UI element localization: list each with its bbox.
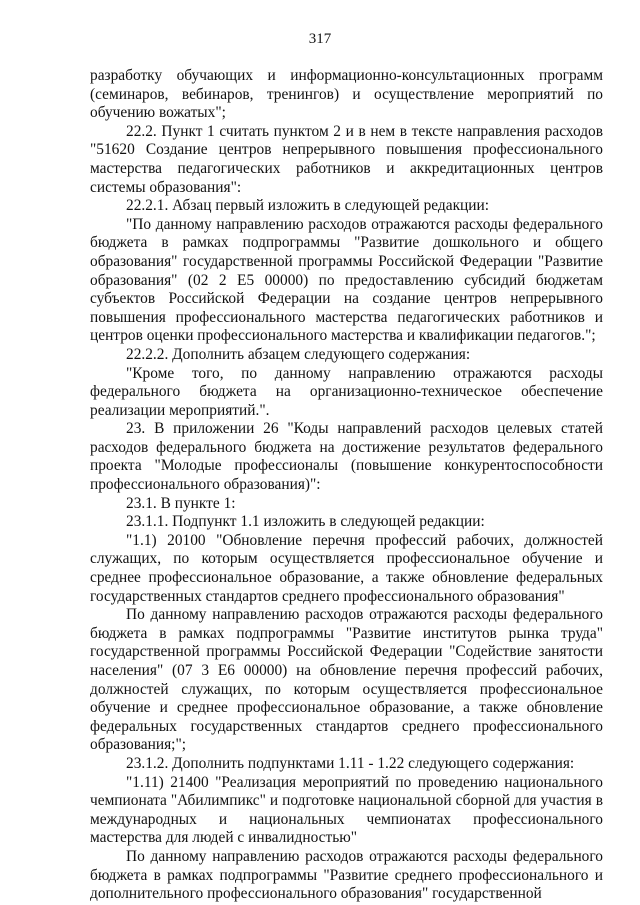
paragraph-23-1: 23.1. В пункте 1: <box>126 494 236 512</box>
paragraph-direction-1-1: По данному направлению расходов отражаются расходы федерального бюджета в рамках подпрограммы "Развитие институтов рынка труда" государственной программы Российской Федерации "Содействие занятости населения" (07 3 E6 00000) на обновление перечня профессий рабочих, должностей служащих, по которым осуществляется профессиональное обучение и среднее профессиональное образование, а также обновление федеральных государственных стандартов среднего профессионального образования;"; <box>90 606 603 754</box>
paragraph-23-1-1: 23.1.1. Подпункт 1.1 изложить в следующей редакции: <box>126 513 485 531</box>
paragraph-23: 23. В приложении 26 "Коды направлений расходов целевых статей расходов федерального бюджета на достижение результатов федерального проекта "Молодые профессионалы (повышение конкурентоспособности профессионального образования)": <box>90 420 603 494</box>
paragraph-22-2: 22.2. Пункт 1 считать пунктом 2 и в нем в тексте направления расходов "51620 Создание центров непрерывного повышения профессионального мастерства педагогических работников и аккредитационных центров системы образования": <box>90 122 603 196</box>
paragraph-23-1-2: 23.1.2. Дополнить подпунктами 1.11 - 1.22 следующего содержания: <box>126 754 575 772</box>
paragraph-quote-22-2-1: "По данному направлению расходов отражаются расходы федерального бюджета в рамках подпрограммы "Развитие дошкольного и общего образования" государственной программы Российской Федерации "Развитие образования" (02 2 E5 00000) по предоставлению субсидий бюджетам субъектов Российской Федерации на создание центров непрерывного повышения профессионального мастерства педагогических работников и центров оценки профессионального мастерства и квалификации педагогов."; <box>90 215 603 345</box>
paragraph-22-2-2: 22.2.2. Дополнить абзацем следующего содержания: <box>126 345 471 363</box>
page-number: 317 <box>308 31 332 47</box>
paragraph-quote-22-2-2: "Кроме того, по данному направлению отражаются расходы федерального бюджета на организационно-техническое обеспечение реализации мероприятий.". <box>90 364 603 419</box>
document-body <box>90 67 603 904</box>
paragraph-quote-1-1: "1.1) 20100 "Обновление перечня профессий рабочих, должностей служащих, по которым осуществляется профессиональное обучение и среднее профессиональное образование, а также обновление федеральных государственных стандартов среднего профессионального образования" <box>90 531 603 605</box>
paragraph-22-2-1: 22.2.1. Абзац первый изложить в следующей редакции: <box>126 197 490 215</box>
paragraph-continuation: разработку обучающих и информационно-консультационных программ (семинаров, вебинаров, тренингов) и осуществление мероприятий по обучению вожатых"; <box>90 67 603 122</box>
paragraph-direction-1-11: По данному направлению расходов отражаются расходы федерального бюджета в рамках подпрограммы "Развитие среднего профессионального и дополнительного профессионального образования" государственной <box>90 847 603 903</box>
paragraph-quote-1-11: "1.11) 21400 "Реализация мероприятий по проведению национального чемпионата "Абилимпикс" и подготовке национальной сборной для участия в международных и национальных чемпионатах профессионального мастерства для людей с инвалидностью" <box>90 773 603 847</box>
